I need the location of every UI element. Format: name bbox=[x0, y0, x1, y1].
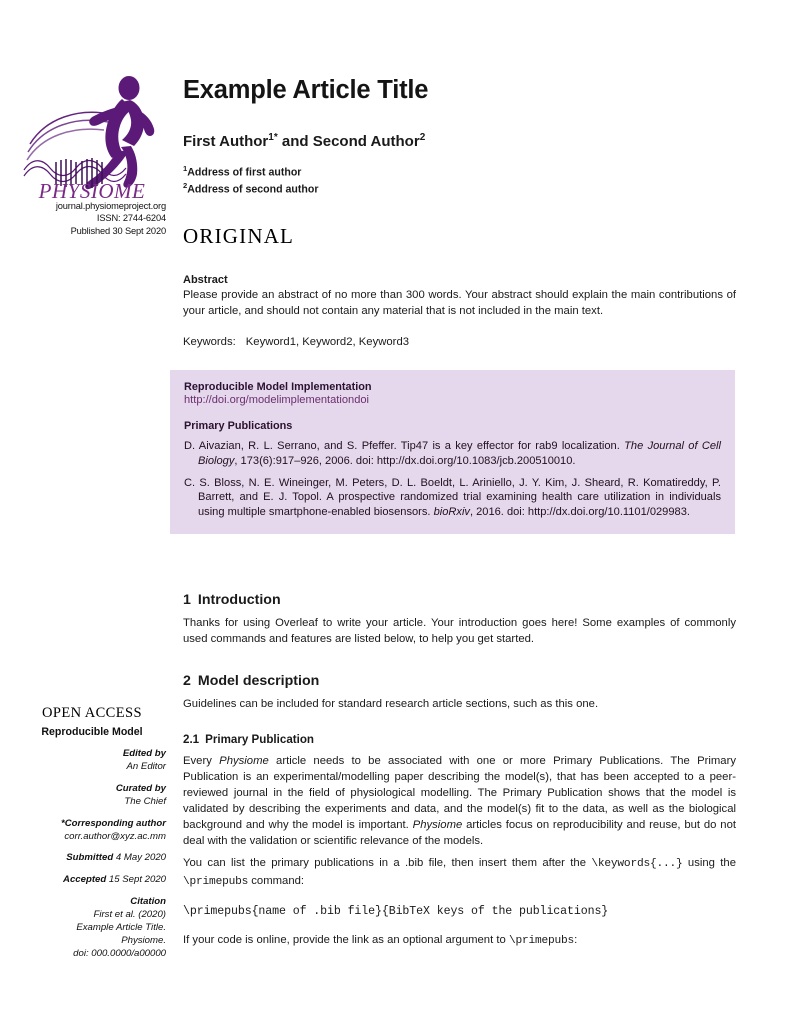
keywords-command-code: \keywords{...} bbox=[591, 858, 683, 871]
subsection-title: Primary Publication bbox=[205, 733, 315, 747]
pp-italic-physiome-1: Physiome bbox=[219, 755, 269, 768]
bib-text-b: using the bbox=[682, 857, 736, 870]
citation-line-2: Example Article Title. bbox=[76, 922, 166, 934]
reference-item bbox=[184, 439, 721, 469]
pp-text-a: Every bbox=[183, 755, 220, 768]
online-text-b: : bbox=[574, 934, 578, 947]
keywords-label: Keywords: bbox=[183, 336, 236, 349]
author-join: and Second Author bbox=[277, 133, 420, 151]
citation-doi: doi: 000.0000/a00000 bbox=[73, 948, 166, 960]
physiome-running-figure-icon bbox=[18, 66, 166, 198]
physiome-logo bbox=[18, 66, 166, 198]
pp-text-b: article needs to be associated with one or more Primary Publications. The Primary Publication is an experimental/modelling paper describing the model(s), that has been accepted to a peer-reviewed journal in the field of physiological modelling. The Primary Publication shows that the model is validated by describing the experiments and data, and the model(s) fit to the data, as well as the biological background and why the model is important. bbox=[183, 755, 737, 832]
primary-publications-heading: Primary Publications bbox=[184, 420, 293, 432]
article-type-heading: ORIGINAL bbox=[183, 224, 295, 249]
model-description-paragraph: Guidelines can be included for standard research article sections, such as this one. bbox=[183, 698, 599, 711]
submitted-group bbox=[18, 852, 166, 865]
subsection-heading-primary-publication bbox=[183, 733, 736, 747]
online-link-paragraph bbox=[183, 932, 736, 950]
address-line-2 bbox=[183, 181, 736, 198]
journal-issn: ISSN: 2744-6204 bbox=[96, 213, 166, 224]
reference-2-text-a: C. S. Bloss, N. E. Wineinger, M. Peters, D. L. Boeldt, L. Ariniello, J. Y. Kim, J. Sheard, R. Komatireddy, P. Barrett, and E. J. Topol. A prospective randomized trial examining health care utilization in individuals using multiple smartphone-enabled biosensors. bbox=[184, 476, 721, 518]
open-access-badge: OPEN ACCESS bbox=[42, 705, 142, 721]
section-title: Introduction bbox=[197, 592, 281, 608]
submitted-value: 4 May 2020 bbox=[115, 852, 166, 864]
address-2-marker: 2 bbox=[183, 180, 188, 190]
edited-by-group bbox=[18, 748, 166, 774]
primepubs-inline-code: \primepubs bbox=[508, 935, 575, 948]
corresponding-author-group bbox=[18, 818, 166, 844]
introduction-paragraph: Thanks for using Overleaf to write your article. Your introduction goes here! Some examples of commonly used commands and features are listed below, to help you get started. bbox=[183, 617, 736, 646]
curated-by-group bbox=[18, 783, 166, 809]
author-line bbox=[183, 132, 736, 151]
bib-instruction-paragraph bbox=[183, 855, 736, 891]
publication-highlight-box bbox=[170, 370, 735, 534]
journal-info bbox=[18, 200, 166, 237]
abstract-body: Please provide an abstract of no more than 300 words. Your abstract should explain the main contributions of your article, and should not contain any material that is not included in the main text. bbox=[183, 289, 736, 318]
keywords-line bbox=[183, 336, 736, 348]
address-line-1 bbox=[183, 164, 736, 181]
bib-text-c: command: bbox=[248, 875, 305, 888]
reference-item bbox=[184, 476, 721, 520]
curated-by-label: Curated by bbox=[115, 782, 166, 794]
edited-by-label: Edited by bbox=[122, 747, 166, 759]
citation-line-3: Physiome. bbox=[121, 935, 166, 947]
reference-1-journal: The Journal of Cell Biology bbox=[198, 440, 721, 467]
corresponding-author-email[interactable]: corr.author@xyz.ac.mm bbox=[64, 830, 166, 842]
section-title: Model description bbox=[197, 673, 320, 690]
edited-by-value: An Editor bbox=[126, 760, 166, 772]
address-1-marker: 1 bbox=[183, 164, 188, 174]
article-body bbox=[183, 592, 736, 950]
journal-published-date: Published 30 Sept 2020 bbox=[70, 225, 166, 236]
accepted-label: Accepted bbox=[63, 874, 107, 886]
model-implementation-heading: Reproducible Model Implementation bbox=[184, 381, 372, 393]
accepted-value: 15 Sept 2020 bbox=[108, 874, 166, 886]
section-heading-model-description bbox=[183, 673, 736, 690]
section-heading-introduction bbox=[183, 592, 736, 609]
corresponding-author-label: *Corresponding author bbox=[61, 817, 166, 829]
abstract-heading: Abstract bbox=[183, 274, 228, 287]
pp-italic-physiome-2: Physiome bbox=[412, 819, 463, 832]
accepted-group bbox=[18, 874, 166, 887]
article-metadata-sidebar bbox=[18, 704, 166, 970]
pp-text-c: articles focus on reproducibility and reuse, but do not deal with the validation or scientific relevance of the models. bbox=[183, 819, 737, 848]
section-number: 2 bbox=[183, 673, 191, 690]
reference-1-text-b: , 173(6):917–926, 2006. doi: http://dx.doi.org/10.1083/jcb.200510010. bbox=[234, 454, 576, 467]
online-text-a: If your code is online, provide the link as an optional argument to bbox=[183, 934, 509, 947]
address-2-text: Address of second author bbox=[187, 183, 319, 196]
submitted-label: Submitted bbox=[66, 852, 114, 864]
journal-website: journal.physiomeproject.org bbox=[55, 201, 166, 211]
reference-2-text-b: , 2016. doi: http://dx.doi.org/10.1101/029983. bbox=[469, 506, 690, 518]
journal-masthead bbox=[18, 66, 166, 237]
physiome-wordmark: PHYSIOME bbox=[38, 179, 146, 198]
author-first-marker: 1* bbox=[268, 132, 278, 144]
citation-line-1: First et al. (2020) bbox=[93, 909, 166, 921]
section-spacer bbox=[183, 647, 736, 673]
reproducible-model-badge: Reproducible Model bbox=[41, 725, 143, 738]
subsection-spacer bbox=[183, 712, 736, 733]
keywords-value: Keyword1, Keyword2, Keyword3 bbox=[245, 336, 410, 349]
subsection-number: 2.1 bbox=[183, 733, 200, 747]
author-first: First Author bbox=[183, 133, 269, 151]
citation-label: Citation bbox=[130, 896, 166, 908]
reference-2-journal: bioRxiv bbox=[433, 506, 470, 518]
bib-text-a: You can list the primary publications in a .bib file, then insert them after the bbox=[183, 857, 592, 870]
author-second-marker: 2 bbox=[419, 132, 426, 144]
address-1-text: Address of first author bbox=[187, 166, 302, 179]
model-implementation-link[interactable]: http://doi.org/modelimplementationdoi bbox=[184, 394, 370, 406]
primepubs-command-code: \primepubs bbox=[183, 876, 249, 889]
section-number: 1 bbox=[183, 592, 191, 608]
reference-1-text-a: D. Aivazian, R. L. Serrano, and S. Pfeffer. Tip47 is a key effector for rab9 localization. bbox=[184, 440, 625, 452]
citation-group bbox=[18, 896, 166, 961]
curated-by-value: The Chief bbox=[124, 795, 166, 807]
author-addresses bbox=[183, 164, 736, 197]
page-title: Example Article Title bbox=[183, 76, 429, 104]
primary-publication-paragraph bbox=[183, 753, 736, 849]
primepubs-code-block: \primepubs{name of .bib file}{BibTeX keys of the publications} bbox=[183, 905, 609, 919]
article-header bbox=[183, 0, 736, 348]
